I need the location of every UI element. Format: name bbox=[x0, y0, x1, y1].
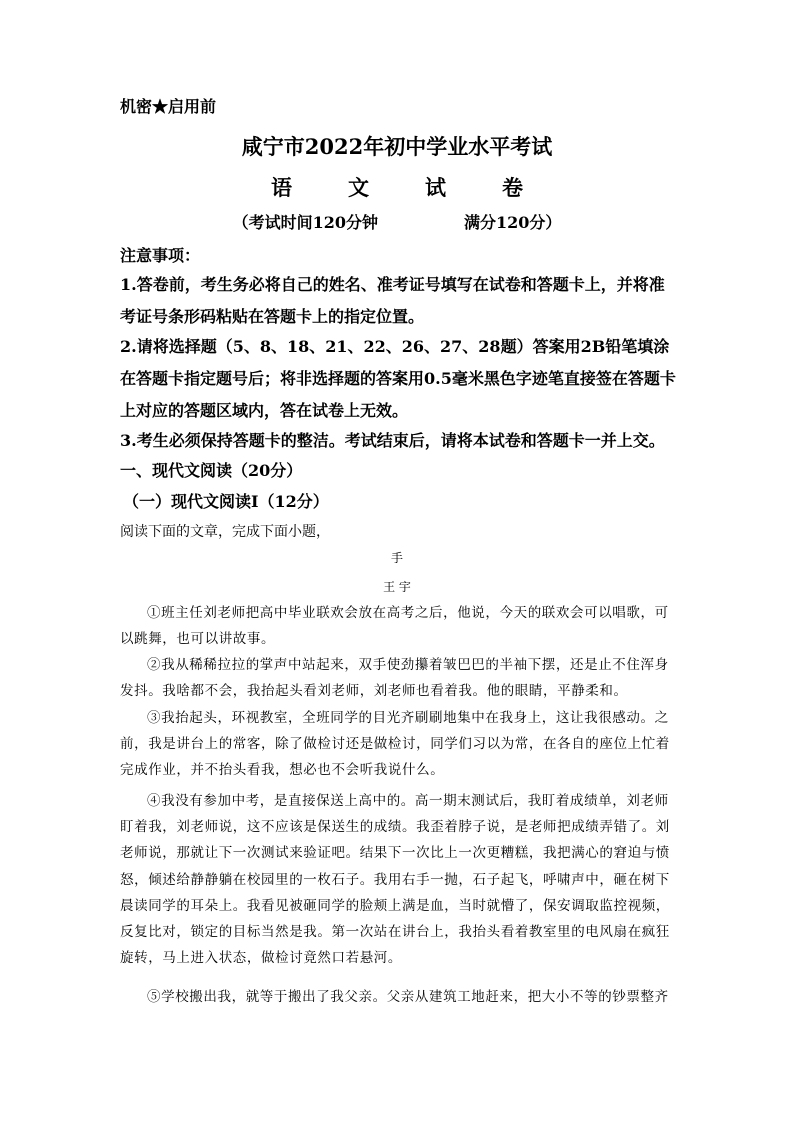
article-title: 手 bbox=[390, 551, 403, 565]
notes-heading: 注意事项： bbox=[120, 246, 201, 265]
subject-char: 文 bbox=[348, 175, 369, 200]
article-paragraph: ⑤学校搬出我，就等于搬出了我父亲。父亲从建筑工地赶来，把大小不等的钞票整齐 bbox=[147, 989, 669, 1005]
exam-info bbox=[0, 210, 794, 233]
article-paragraph: ③我抬起头，环视教室，全班同学的目光齐刷刷地集中在我身上，这让我很感动。之前，我是讲台上的常客，除了做检讨还是做检讨，同学们习以为常，在各自的座位上忙着完成作业，并不抬头看我，想必也不会听我说什么。 bbox=[120, 710, 670, 779]
article-paragraph: ④我没有参加中考，是直接保送上高中的。高一期末测试后，我盯着成绩单，刘老师盯着我，刘老师说，这不应该是保送生的成绩。我歪着脖子说，是老师把成绩弄错了。刘老师说，那就让下一次测试来验证吧。结果下一次比上一次更糟糕，我把满心的窘迫与愤怒，倾述给静静躺在校园里的一枚石子。我用右手一抛，石子起飞，呼啸声中，砸在树下晨读同学的耳朵上。我看见被砸同学的脸颊上满是血，当时就懵了，保安调取监控视频，反复比对，锁定的目标当然是我。第一次站在讲台上，我抬头看着教室里的电风扇在疯狂旋转，马上进入状态，做检讨竟然口若悬河。 bbox=[120, 793, 670, 967]
subject-char: 语 bbox=[271, 175, 292, 200]
exam-time-info: （考试时间120分钟 bbox=[232, 213, 378, 232]
note-item: 1.答卷前，考生务必将自己的姓名、准考证号填写在试卷和答题卡上，并将准考证号条形码粘贴在答题卡上的指定位置。 bbox=[120, 275, 665, 326]
section-subtitle: （一）现代文阅读Ⅰ（12分） bbox=[123, 492, 329, 511]
article-paragraph: ②我从稀稀拉拉的掌声中站起来，双手使劲攥着皱巴巴的半袖下摆，还是止不住浑身发抖。我啥都不会，我抬起头看刘老师，刘老师也看着我。他的眼睛，平静柔和。 bbox=[120, 657, 669, 700]
section-title: 一、现代文阅读（20分） bbox=[120, 461, 303, 480]
subject-char: 卷 bbox=[502, 175, 523, 200]
confidential-label: 机密★启用前 bbox=[120, 97, 217, 116]
reading-instruction: 阅读下面的文章，完成下面小题， bbox=[120, 524, 330, 540]
subject-title bbox=[0, 172, 794, 202]
article-paragraph: ①班主任刘老师把高中毕业联欢会放在高考之后，他说，今天的联欢会可以唱歌，可以跳舞，也可以讲故事。 bbox=[120, 605, 669, 648]
subject-char: 试 bbox=[425, 175, 446, 200]
exam-title: 咸宁市2022年初中学业水平考试 bbox=[241, 134, 553, 159]
exam-score-info: 满分120分） bbox=[464, 213, 562, 232]
note-item: 3.考生必须保持答题卡的整洁。考试结束后，请将本试卷和答题卡一并上交。 bbox=[120, 431, 665, 450]
note-item: 2.请将选择题（5、8、18、21、22、26、27、28题）答案用2B铅笔填涂在答题卡指定题号后；将非选择题的答案用0.5毫米黑色字迹笔直接签在答题卡上对应的答题区域内，答在试卷上无效。 bbox=[120, 337, 676, 420]
article-author: 王 宇 bbox=[383, 580, 411, 594]
